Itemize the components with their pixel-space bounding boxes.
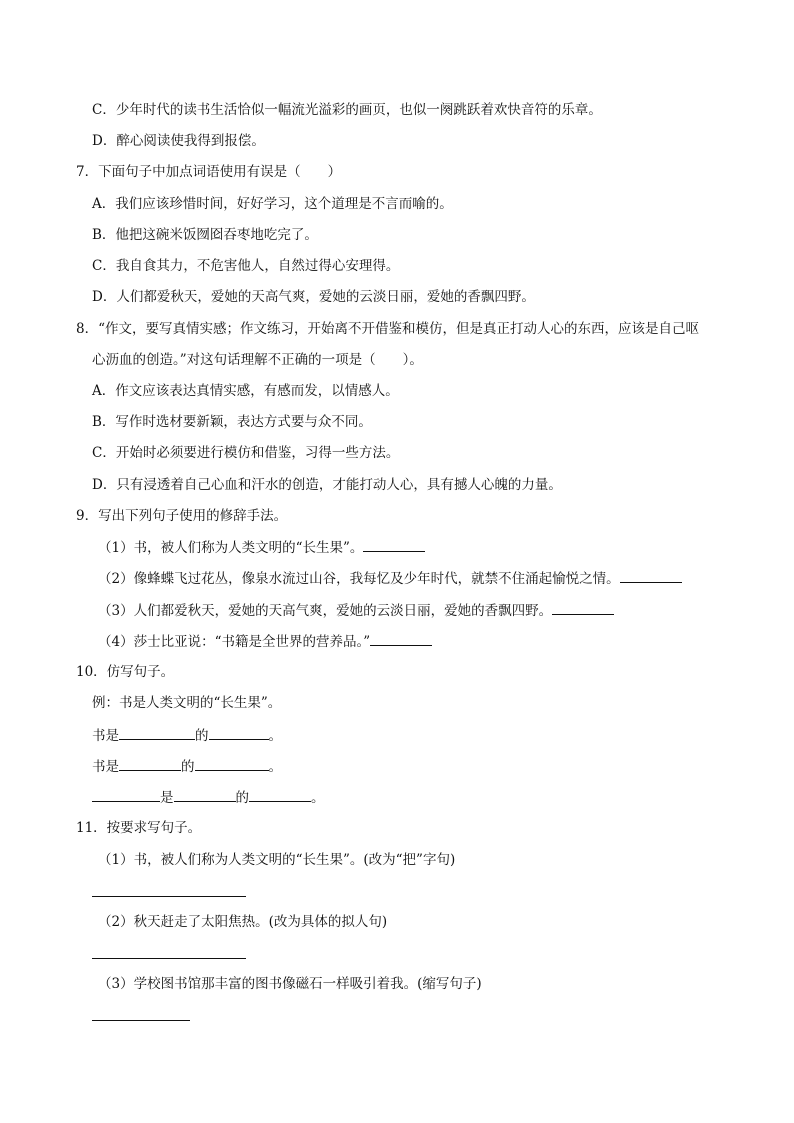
answer-blank[interactable] — [119, 756, 181, 771]
answer-blank[interactable] — [620, 568, 682, 583]
q8-option-c: C．开始时必须要进行模仿和借鉴，习得一些方法。 — [92, 445, 400, 461]
q9-item-1 — [98, 537, 425, 558]
q7-option-a: A．我们应该珍惜时间，好好学习，这个道理是不言而喻的。 — [92, 196, 453, 212]
q10-line-2 — [92, 756, 282, 777]
q7-stem: 7．下面句子中加点词语使用有误是（ ） — [76, 164, 342, 180]
q11-item-2: （2）秋天赶走了太阳焦热。(改为具体的拟人句) — [98, 914, 388, 930]
q6-option-c: C．少年时代的读书生活恰似一幅流光溢彩的画页，也似一阕跳跃着欢快音符的乐章。 — [92, 102, 602, 118]
q9-stem: 9．写出下列句子使用的修辞手法。 — [76, 508, 288, 524]
q9-item-4-text: （4）莎士比亚说：“书籍是全世界的营养品。” — [98, 634, 371, 650]
answer-blank[interactable] — [249, 787, 311, 802]
q10-line-3-mid1: 是 — [160, 790, 174, 806]
q10-line-3 — [92, 787, 325, 808]
q10-line-3-end: 。 — [311, 790, 325, 806]
q9-item-2-text: （2）像蜂蝶飞过花丛，像泉水流过山谷，我每忆及少年时代，就禁不住涌起愉悦之情。 — [98, 571, 620, 587]
q9-item-1-text: （1）书，被人们称为人类文明的“长生果”。 — [98, 540, 364, 556]
q10-line-1-mid: 的 — [195, 728, 209, 744]
q10-line-1-prefix: 书是 — [92, 728, 119, 744]
q10-line-2-mid: 的 — [181, 759, 195, 775]
answer-line[interactable] — [92, 958, 246, 959]
q10-example: 例：书是人类文明的“长生果”。 — [92, 695, 282, 711]
answer-blank[interactable] — [552, 600, 614, 615]
q10-line-1 — [92, 725, 282, 746]
q7-option-d: D．人们都爱秋天，爱她的天高气爽，爱她的云淡日丽，爱她的香飘四野。 — [92, 289, 535, 305]
q7-option-c: C．我自食其力，不危害他人，自然过得心安理得。 — [92, 258, 400, 274]
q7-option-b: B．他把这碗米饭囫囵吞枣地吃完了。 — [92, 227, 318, 243]
q10-line-2-end: 。 — [268, 759, 282, 775]
answer-blank[interactable] — [370, 631, 432, 646]
q11-item-1: （1）书，被人们称为人类文明的“长生果”。(改为“把”字句) — [98, 852, 456, 868]
q9-item-4 — [98, 631, 432, 652]
answer-blank[interactable] — [209, 725, 269, 740]
q10-stem: 10．仿写句子。 — [76, 664, 175, 680]
q10-line-2-prefix: 书是 — [92, 759, 119, 775]
q9-item-3 — [98, 600, 614, 621]
q9-item-3-text: （3）人们都爱秋天，爱她的天高气爽，爱她的云淡日丽，爱她的香飘四野。 — [98, 603, 553, 619]
q10-line-1-end: 。 — [268, 728, 282, 744]
answer-line[interactable] — [92, 896, 246, 897]
answer-line[interactable] — [92, 1020, 190, 1021]
q9-item-2 — [98, 568, 682, 589]
q8-stem-line1: 8．“作文，要写真情实感；作文练习，开始离不开借鉴和模仿，但是真正打动人心的东西，应该是自己呕 — [76, 321, 699, 337]
q8-option-b: B．写作时选材要新颖，表达方式要与众不同。 — [92, 414, 372, 430]
q10-line-3-mid2: 的 — [235, 790, 249, 806]
q11-stem: 11．按要求写句子。 — [76, 820, 202, 836]
answer-blank[interactable] — [174, 787, 236, 802]
answer-blank[interactable] — [363, 537, 425, 552]
q6-option-d: D．醉心阅读使我得到报偿。 — [92, 133, 265, 149]
q11-item-3: （3）学校图书馆那丰富的图书像磁石一样吸引着我。(缩写句子) — [98, 976, 482, 992]
answer-blank[interactable] — [92, 787, 160, 802]
answer-blank[interactable] — [195, 756, 269, 771]
answer-blank[interactable] — [119, 725, 195, 740]
q8-stem-line2: 心沥血的创造。”对这句话理解不正确的一项是（ ）。 — [92, 352, 423, 368]
q8-option-d: D．只有浸透着自己心血和汗水的创造，才能打动人心，具有撼人心魄的力量。 — [92, 477, 562, 493]
q8-option-a: A．作文应该表达真情实感，有感而发，以情感人。 — [92, 383, 399, 399]
